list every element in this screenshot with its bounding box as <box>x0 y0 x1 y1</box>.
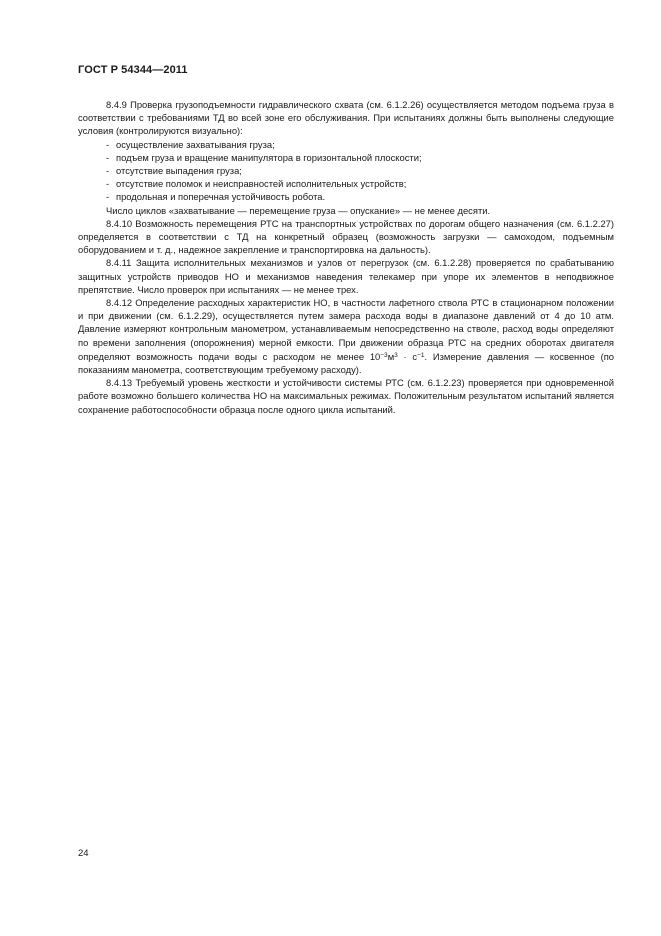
list-item <box>78 177 614 190</box>
text-segment: 8.4.12 Определение расходных характеристик НО, в частности лафетного ствола РТС в стационарном положении и при движении (см. 6.1.2.29), осуществляется путем замера расхода воды в диапазоне давлений от 4 до 10 атм. Давление измеряют контрольным манометром, устанавливаемым непосредственно на стволе, расход воды определяют по времени заполнения (опорожнения) мерной емкости. При движении образца РТС на средних оборотах двигателя определяют возможность подачи воды с расходом не менее 10 <box>78 297 614 362</box>
list-dash: - <box>106 178 110 190</box>
page-content <box>78 98 614 416</box>
page-number: 24 <box>78 848 89 859</box>
paragraph-8-4-12 <box>78 296 614 376</box>
paragraph-cycles: Число циклов «захватывание — перемещение груза — опускание» — не менее десяти. <box>106 204 491 216</box>
list-item-text: подъем груза и вращение манипулятора в горизонтальной плоскости; <box>116 151 422 163</box>
superscript: −1 <box>417 351 425 359</box>
list-dash: - <box>106 151 110 163</box>
paragraph-8-4-9: 8.4.9 Проверка грузоподъемности гидравлического схвата (см. 6.1.2.26) осуществляется методом подъема груза в соответствии с требованиями ТД во всей зоне его обслуживания. При испытаниях должны быть выполнены следующие условия (контролируются визуально): <box>78 99 614 137</box>
list-item <box>78 190 614 203</box>
conditions-list <box>78 138 614 204</box>
list-item <box>78 138 614 151</box>
superscript: −3 <box>380 351 388 359</box>
list-item-text: продольная и поперечная устойчивость робота. <box>116 191 326 203</box>
list-dash: - <box>106 191 110 203</box>
standard-header: ГОСТ Р 54344—2011 <box>78 64 188 76</box>
list-item-text: отсутствие поломок и неисправностей исполнительных устройств; <box>116 178 407 190</box>
list-item-text: осуществление захватывания груза; <box>116 138 275 150</box>
list-item <box>78 151 614 164</box>
list-item-text: отсутствие выпадения груза; <box>116 165 242 177</box>
list-dash: - <box>106 138 110 150</box>
text-segment: м <box>387 350 395 362</box>
text-segment: . Измерение давления — косвенное (по показаниям манометра, соответствующим требуемому расходу). <box>78 350 614 376</box>
text-segment: · с <box>397 350 418 362</box>
list-item <box>78 164 614 177</box>
paragraph-8-4-10: 8.4.10 Возможность перемещения РТС на транспортных устройствах по дорогам общего назначения (см. 6.1.2.27) определяется в соответствии с ТД на конкретный образец (возможность загрузки — самоходом, подъемным оборудованием и т. д., надежное закрепление и транспортировка на дальность). <box>78 217 614 256</box>
paragraph-8-4-13: 8.4.13 Требуемый уровень жесткости и устойчивости системы РТС (см. 6.1.2.23) проверяется при одновременной работе возможно большего количества НО на максимальных режимах. Положительным результатом испытаний является сохранение работоспособности образца после одного цикла испытаний. <box>78 377 614 415</box>
list-dash: - <box>106 165 110 177</box>
paragraph-8-4-11: 8.4.11 Защита исполнительных механизмов и узлов от перегрузок (см. 6.1.2.28) проверяется по срабатыванию защитных устройств приводов НО и механизмов наведения телекамер при упоре их элементов в неподвижное препятствие. Число проверок при испытаниях — не менее трех. <box>78 257 614 295</box>
superscript: 3 <box>394 351 398 359</box>
